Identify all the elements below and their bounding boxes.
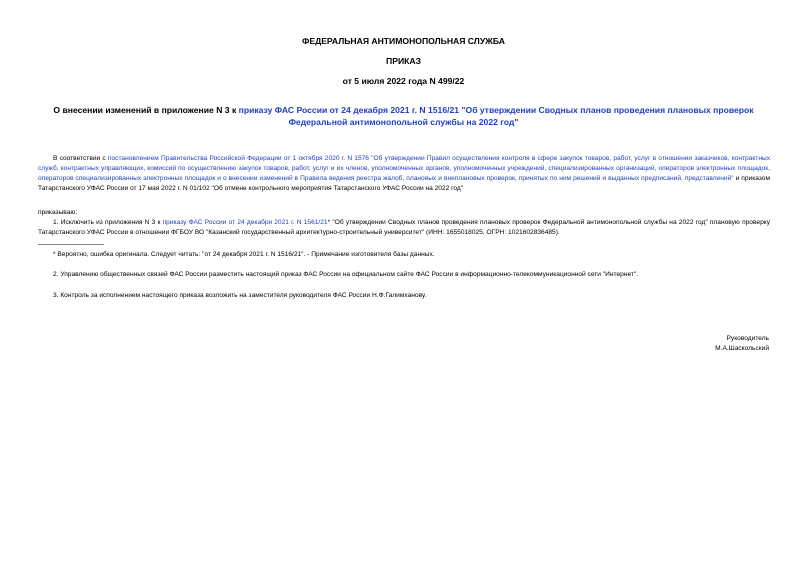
document-type: ПРИКАЗ [386,56,421,66]
preamble-paragraph [38,154,770,194]
item-3-paragraph: 3. Контроль за исполнением настоящего приказа возложить на заместителя руководителя ФАС России Н.Ф.Галимханову. [53,292,427,299]
title-prefix: О внесении изменений в приложение N 3 к [53,105,239,115]
document-title [30,104,777,128]
document-date-number: от 5 июля 2022 года N 499/22 [342,76,465,86]
order-word: приказываю: [38,209,78,216]
item-1-text-start: 1. Исключить из приложения N 3 к [53,219,163,226]
item-1-order-link[interactable]: приказу ФАС России от 24 декабря 2021 г. N 1561/21 [162,219,328,226]
footnote-divider [38,244,104,245]
footnote: * Вероятно, ошибка оригинала. Следует читать: "от 24 декабря 2021 г. N 1516/21". - Примечание изготовителя базы данных. [53,251,435,258]
title-order-link[interactable]: приказу ФАС России от 24 декабря 2021 г. N 1516/21 "Об утверждении Сводных планов проведения плановых проверок Федеральной антимонопольной службы на 2022 год" [238,105,754,127]
agency-name: ФЕДЕРАЛЬНАЯ АНТИМОНОПОЛЬНАЯ СЛУЖБА [302,36,505,46]
item-2-paragraph: 2. Управлению общественных связей ФАС России разместить настоящий приказ ФАС России на официальном сайте ФАС России в информационно-телекоммуникационной сети "Интернет". [53,271,639,278]
signature-position: Руководитель [726,335,769,342]
item-1-text-end: * "Об утверждении Сводных планов проведения плановых проверок Федеральной антимонопольной службы на 2022 год" плановую проверку Татарстанского УФАС России в отношении ФГБОУ ВО "Казанский государственный архитектурно-строительный университет" (ИНН: 1655018025, ОГРН: 1021602836485). [38,219,770,236]
preamble-text-start: В соответствии с [53,155,108,162]
signature-name: М.А.Шаскольский [715,345,769,352]
preamble-text-end: и приказом Татарстанского УФАС России от 17 мая 2022 г. N 01/102 "Об отмене контрольного мероприятия Татарстанского УФАС России на 2022 год" [38,175,770,192]
government-decree-link[interactable]: постановлением Правительства Российской Федерации от 1 октября 2020 г. N 1576 "Об утверждении Правил осуществления контроля в сфере закупок товаров, работ, услуг в отношении заказчиков, контрактных служб, контрактных управляющих, комиссий по осуществлению закупок товаров, работ, услуг и их членов, уполномоченных органов, уполномоченных учреждений, специализированных организаций, операторов электронных площадок, операторов специализированных электронных площадок и о внесении изменений в Правила ведения реестра жалоб, плановых и внеплановых проверок, принятых по ним решений и выданных предписаний, представлений" [38,155,771,182]
item-1-paragraph [38,218,770,238]
